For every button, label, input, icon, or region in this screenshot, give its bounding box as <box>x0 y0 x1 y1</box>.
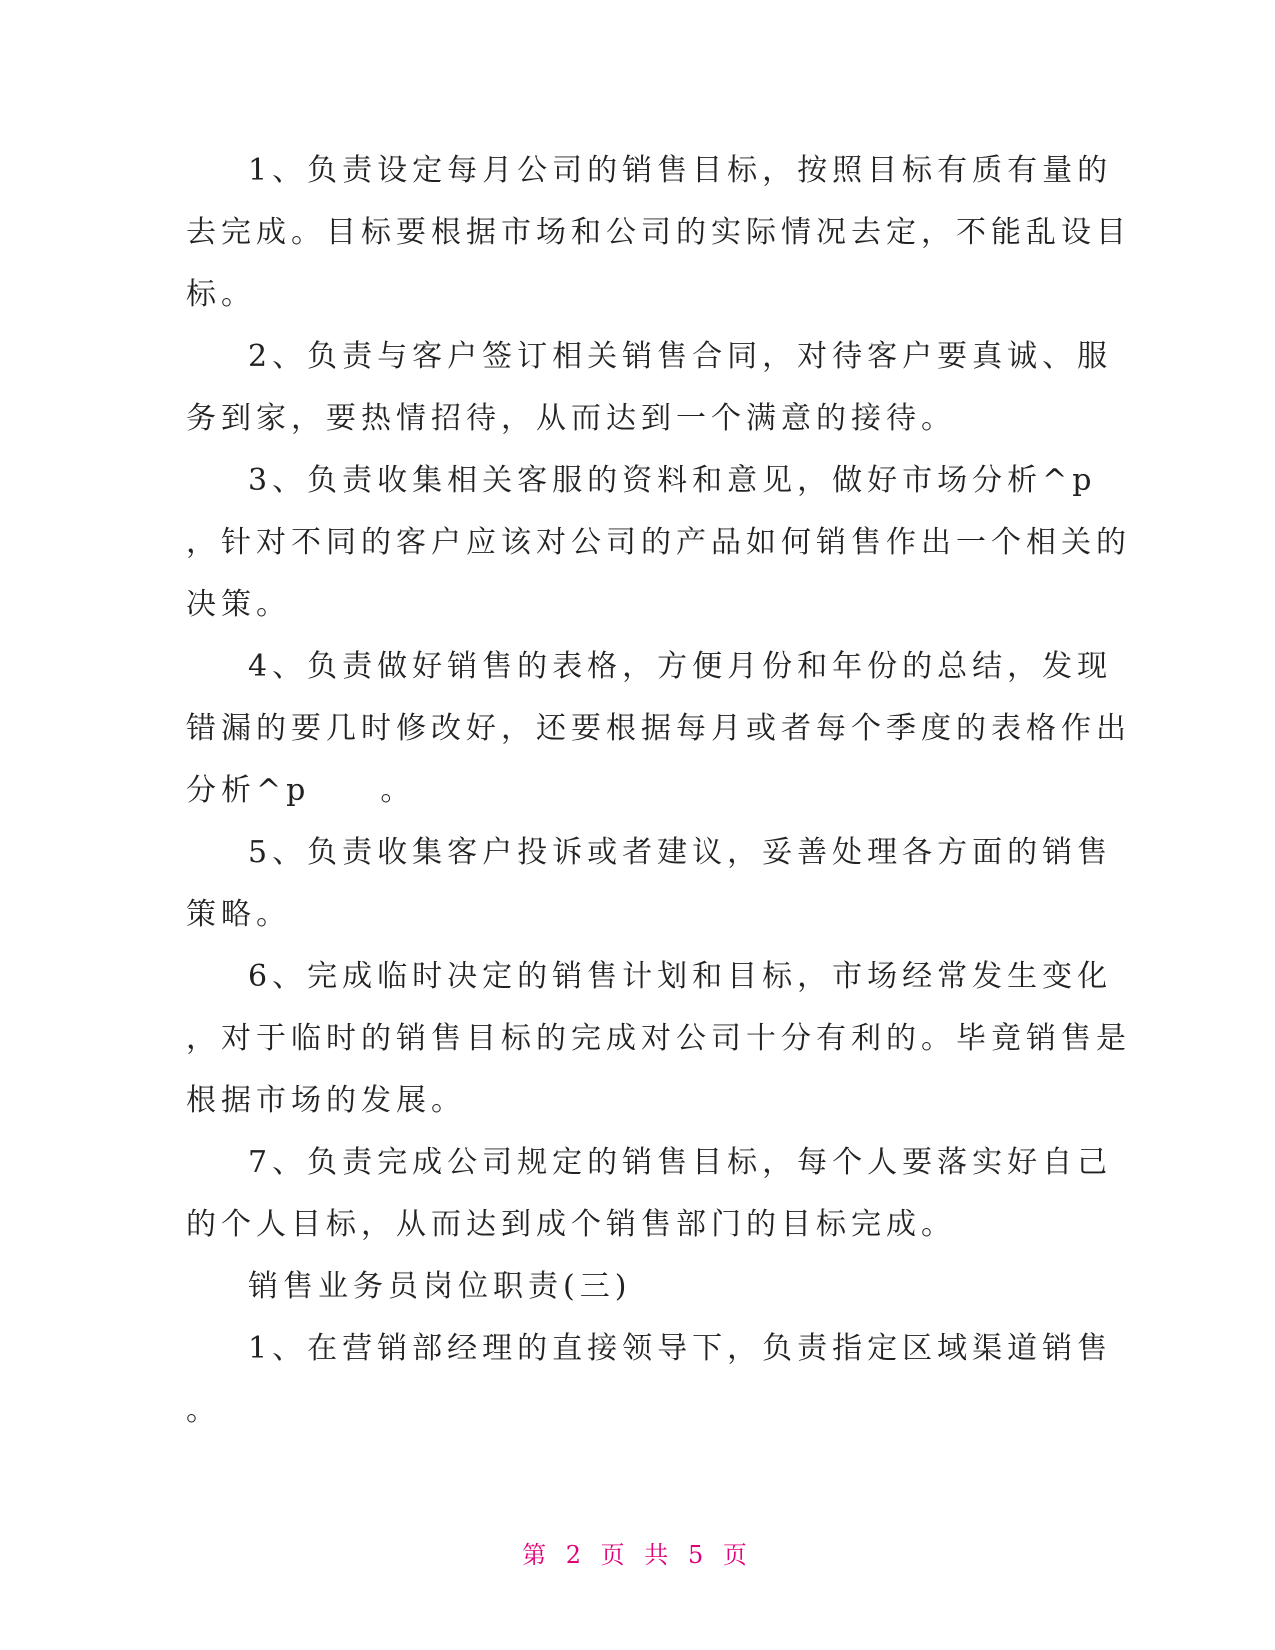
footer-prefix: 第 <box>522 1541 553 1569</box>
document-body <box>186 140 1131 1442</box>
paragraph-line: 7、负责完成公司规定的销售目标，每个人要落实好自己 <box>248 1145 1113 1180</box>
paragraph-line: 3、负责收集相关客服的资料和意见，做好市场分析^p <box>248 463 1097 498</box>
paragraph-line: 务到家，要热情招待，从而达到一个满意的接待。 <box>186 401 956 436</box>
footer-middle: 页 共 <box>600 1541 675 1569</box>
paragraph-line: 6、完成临时决定的销售计划和目标，市场经常发生变化 <box>248 959 1113 994</box>
paragraph-line: 的个人目标，从而达到成个销售部门的目标完成。 <box>186 1207 956 1242</box>
page-footer <box>0 1535 1275 1570</box>
paragraph-line: 根据市场的发展。 <box>186 1083 466 1118</box>
paragraph-line: ，对于临时的销售目标的完成对公司十分有利的。毕竟销售是 <box>186 1021 1131 1056</box>
footer-total-pages: 5 <box>687 1541 710 1569</box>
paragraph-line: 决策。 <box>186 587 291 622</box>
paragraph-line: 4、负责做好销售的表格，方便月份和年份的总结，发现 <box>248 649 1113 684</box>
paragraph-line: 1、在营销部经理的直接领导下，负责指定区域渠道销售 <box>248 1331 1113 1366</box>
paragraph-line: 错漏的要几时修改好，还要根据每月或者每个季度的表格作出 <box>186 711 1131 746</box>
paragraph-line: 标。 <box>186 277 256 312</box>
paragraph-line: 1、负责设定每月公司的销售目标，按照目标有质有量的 <box>248 153 1113 188</box>
paragraph-line: ，针对不同的客户应该对公司的产品如何销售作出一个相关的 <box>186 525 1131 560</box>
section-heading: 销售业务员岗位职责(三) <box>248 1269 632 1304</box>
paragraph-line: 去完成。目标要根据市场和公司的实际情况去定，不能乱设目 <box>186 215 1131 250</box>
paragraph-line: 5、负责收集客户投诉或者建议，妥善处理各方面的销售 <box>248 835 1113 870</box>
footer-current-page: 2 <box>565 1541 588 1569</box>
paragraph-line: 分析^p 。 <box>186 773 416 808</box>
paragraph-line: 。 <box>186 1393 221 1428</box>
footer-suffix: 页 <box>722 1541 753 1569</box>
paragraph-line: 策略。 <box>186 897 291 932</box>
paragraph-line: 2、负责与客户签订相关销售合同，对待客户要真诚、服 <box>248 339 1113 374</box>
